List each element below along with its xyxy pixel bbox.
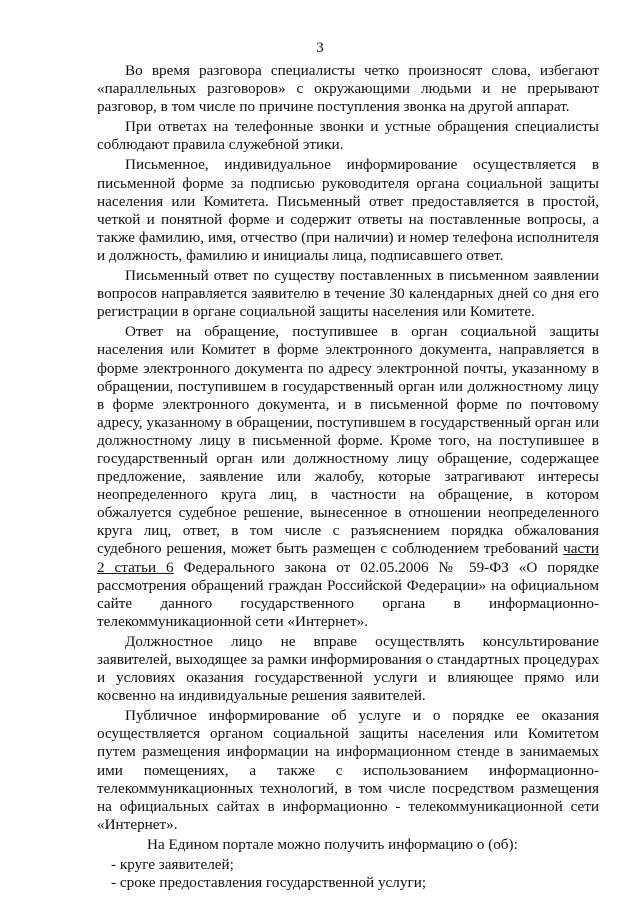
paragraph-written-informing: Письменное, индивидуальное информирование осуществляется в письменной форме за подписью руководителя органа социальной защиты населения или Комитета. Письменный ответ предоставляется в простой, четкой и понятной форме и содержит ответы на поставленные вопросы, а также фамилию, имя, отчество (при наличии) и номер телефона исполнителя и должность, фамилию и инициалы лица, подписавшего ответ.: [97, 156, 599, 264]
paragraph-conversation-rules: Во время разговора специалисты четко произносят слова, избегают «параллельных разговоров» с окружающими людьми и не прерывают разговор, в том числе по причине поступления звонка на другой аппарат.: [97, 62, 599, 116]
law-article-link[interactable]: части 2 статьи 6: [97, 540, 599, 576]
paragraph-response-deadline: Письменный ответ по существу поставленных в письменном заявлении вопросов направляется заявителю в течение 30 календарных дней со дня его регистрации в органе социальной защиты населения или Комитете.: [97, 267, 599, 321]
page-number: 3: [316, 40, 324, 56]
list-item: - круге заявителей;: [111, 856, 234, 874]
paragraph-electronic-response: [97, 323, 599, 631]
list-item: - сроке предоставления государственной услуги;: [111, 874, 427, 892]
paragraph-public-informing: Публичное информирование об услуге и о порядке ее оказания осуществляется органом социальной защиты населения или Комитетом путем размещения информации на информационном стенде в занимаемых ими помещениях, а также с использованием информационно-телекоммуникационных технологий, в том числе посредством размещения на официальных сайтах в информационно - телекоммуникационной сети «Интернет».: [97, 707, 599, 833]
electronic-response-text-start: Ответ на обращение, поступившее в орган социальной защиты населения или Комитет в форме электронного документа, направляется в форме электронного документа по адресу электронной почты, указанному в обращении, поступившем в государственный орган или должностному лицу в форме электронного документа, и в письменной форме по почтовому адресу, указанному в обращении, поступившем в государственный орган или должностному лицу в письменной форме. Кроме того, на поступившее в государственный орган или должностному лицу обращение, содержащее предложение, заявление или жалобу, которые затрагивают интересы неопределенного круга лиц, в частности на обращение, в котором обжалуется судебное решение, вынесенное в отношении неопределенного круга лиц, ответ, в том числе с разъяснением порядка обжалования судебного решения, может быть размещен с соблюдением требований: [97, 323, 599, 558]
paragraph-service-ethics: При ответах на телефонные звонки и устные обращения специалисты соблюдают правила служебной этики.: [97, 118, 599, 154]
document-body: [97, 62, 599, 892]
electronic-response-text-end: Федерального закона от 02.05.2006 № 59-ФЗ «О порядке рассмотрения обращений граждан Российской Федерации» на официальном сайте данного государственного органа в информационно-телекоммуникационной сети «Интернет».: [97, 558, 599, 630]
portal-info-intro: На Едином портале можно получить информацию о (об):: [147, 835, 518, 853]
paragraph-official-limits: Должностное лицо не вправе осуществлять консультирование заявителей, выходящее за рамки информирования о стандартных процедурах и условиях оказания государственной услуги и влияющее прямо или косвенно на индивидуальные решения заявителей.: [97, 632, 599, 705]
